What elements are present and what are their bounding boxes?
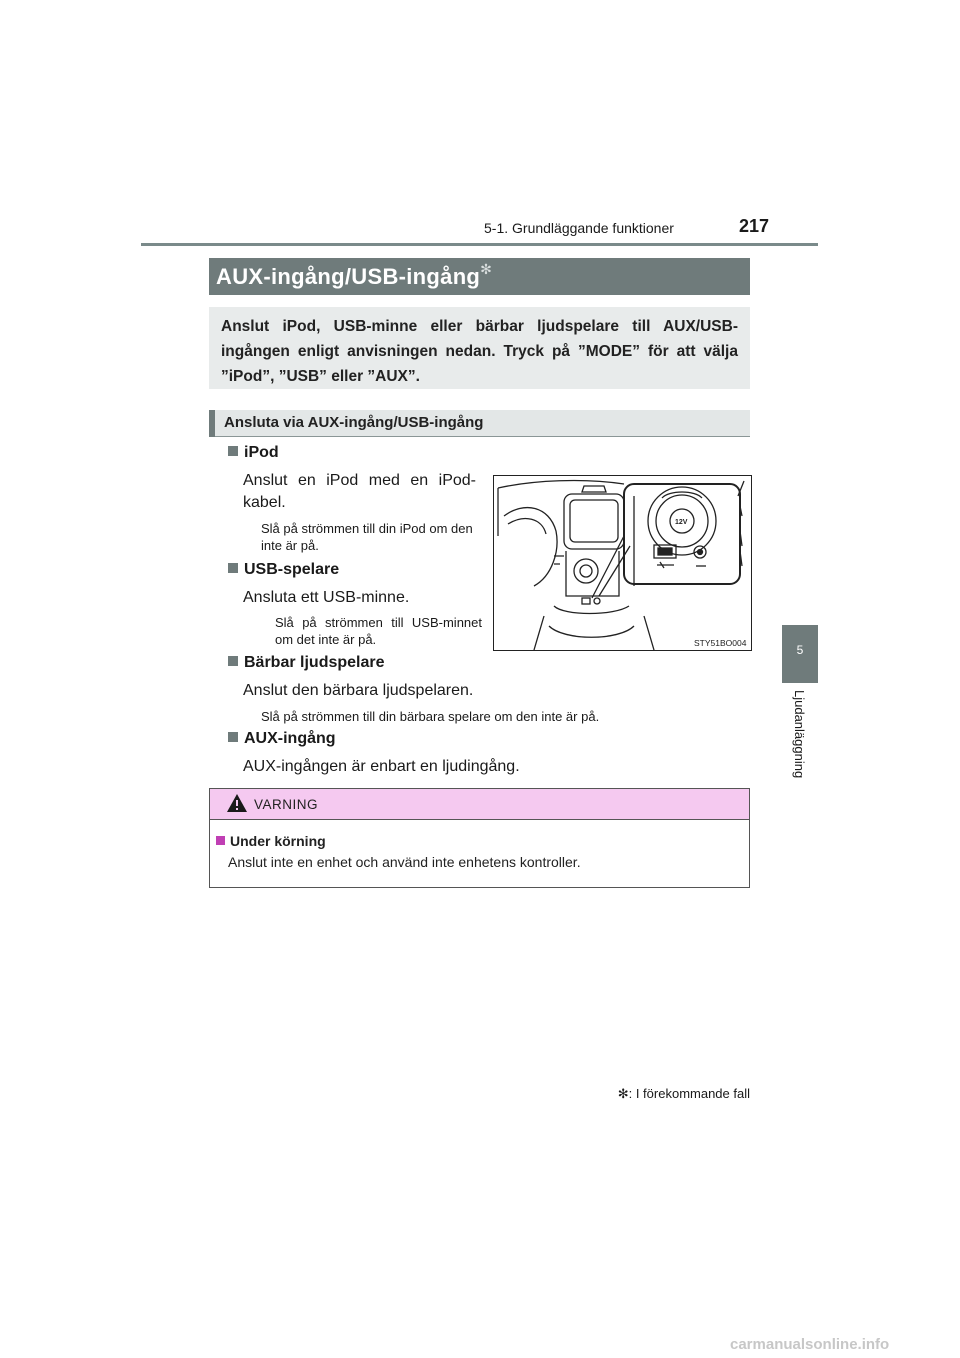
item-usb-note: Slå på strömmen till USB-minnet om det inte är på. [275,615,482,647]
warning-label: VARNING [254,797,319,812]
intro-text: Anslut iPod, USB-minne eller bärbar ljudspelare till AUX/USB-ingången enligt anvisningen nedan. Tryck på ”MODE” för att välja ”iPod”, ”USB” eller ”AUX”. [221,318,738,385]
console-drawing [494,476,751,650]
bullet-square-icon [228,732,238,742]
header-rule [141,243,818,246]
warning-triangle-icon [226,793,248,813]
console-illustration [493,475,752,651]
footnote-mark: ✻ [480,261,493,277]
section-label: 5-1. Grundläggande funktioner [484,220,674,236]
warning-header [210,789,749,820]
warning-bullet-icon [216,836,225,845]
subheading-accent [209,410,215,437]
item-usb-heading: USB-spelare [228,561,339,579]
chapter-tab [782,625,818,683]
chapter-label-text: Ljudanläggning [792,690,807,779]
intro-box [209,307,750,389]
item-portable-body: Anslut den bärbara ljudspelaren. [243,682,474,699]
item-aux-heading: AUX-ingång [228,730,336,748]
item-ipod-note: Slå på strömmen till din iPod om den inte är på. [261,521,473,553]
watermark: carmanualsonline.info [730,1336,890,1353]
subheading-bar [209,410,750,437]
title-bar [209,258,750,295]
item-ipod-body: Anslut en iPod med en iPod-kabel. [243,472,476,511]
item-usb-body: Ansluta ett USB-minne. [243,589,410,606]
bullet-square-icon [228,563,238,573]
page-title-text: AUX-ingång/USB-ingång [216,264,481,289]
warning-body: Anslut inte en enhet och använd inte enhetens kontroller. [228,854,581,870]
bullet-square-icon [228,446,238,456]
bullet-square-icon [228,656,238,666]
warning-box [209,788,750,888]
chapter-label [780,690,820,800]
item-portable-heading: Bärbar ljudspelare [228,654,385,672]
footnote: ✻: I förekommande fall [617,1086,750,1101]
item-ipod-heading: iPod [228,444,279,462]
page-number: 217 [739,216,770,236]
item-portable-note: Slå på strömmen till din bärbara spelare om den inte är på. [261,709,600,724]
subheading-text: Ansluta via AUX-ingång/USB-ingång [224,414,484,431]
socket-label: 12V [675,519,688,526]
page-title [216,261,492,290]
illustration-code: STY51BO004 [694,638,747,648]
item-aux-body: AUX-ingången är enbart en ljudingång. [243,758,520,775]
warning-subheading: Under körning [216,833,326,849]
chapter-number: 5 [796,643,804,657]
